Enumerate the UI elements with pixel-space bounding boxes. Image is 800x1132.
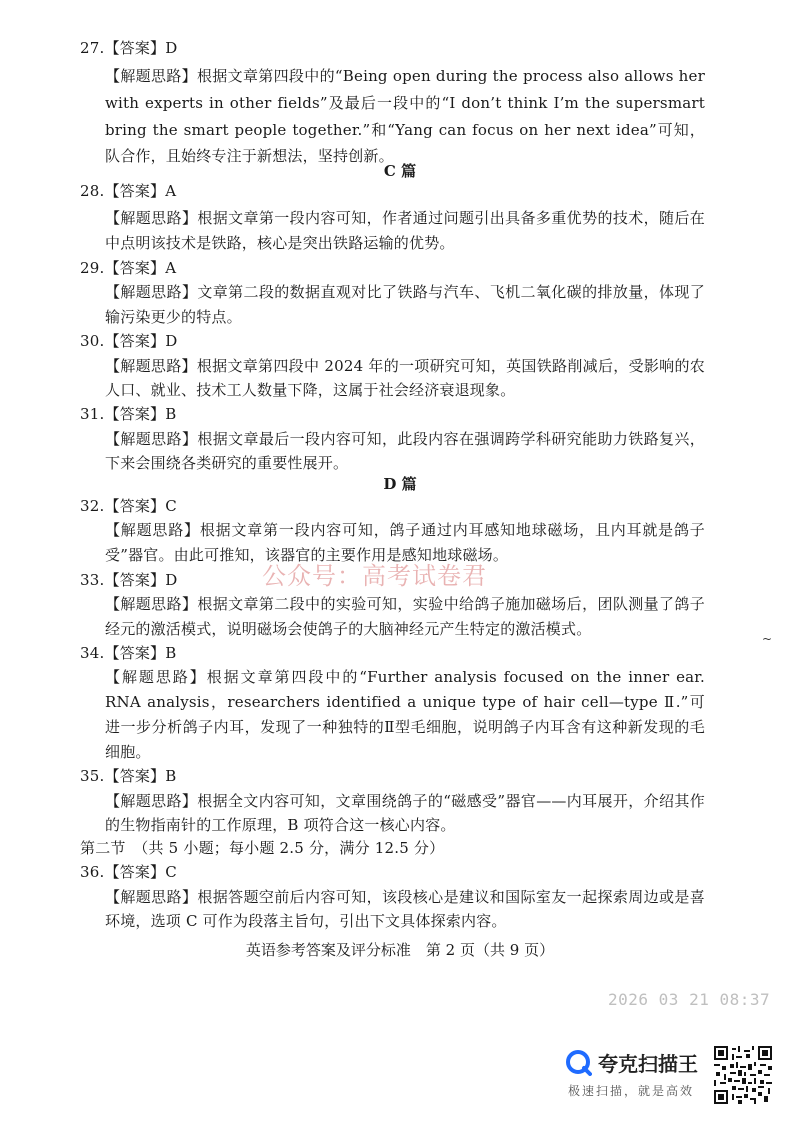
scan-timestamp: 2026 03 21 08:37 [608, 990, 771, 1009]
q33-analysis-line-2: 经元的激活模式，说明磁场会使鸽子的大脑神经元产生特定的激活模式。 [105, 620, 592, 638]
scan-edge-mark: ~ [762, 632, 773, 646]
q32-analysis-line-1: 【解题思路】根据文章第一段内容可知，鸽子通过内耳感知地球磁场，且内耳就是鸽子 [105, 521, 705, 539]
q35-analysis-line-2: 的生物指南针的工作原理，B 项符合这一核心内容。 [105, 816, 456, 834]
q35-answer: 35.【答案】B [80, 767, 177, 785]
q29-answer: 29.【答案】A [80, 259, 177, 277]
q32-analysis-line-2: 受”器官。由此可推知，该器官的主要作用是感知地球磁场。 [105, 546, 509, 564]
q29-analysis-line-2: 输污染更少的特点。 [105, 308, 242, 326]
q34-analysis-line-4: 细胞。 [105, 743, 151, 761]
q33-answer: 33.【答案】D [80, 571, 178, 589]
section-c-heading: C 篇 [383, 162, 417, 180]
q34-analysis-line-2: RNA analysis，researchers identified a unique type of hair cell—type Ⅱ.”可 [105, 693, 705, 711]
q27-analysis-line-2: with experts in other fields”及最后一段中的“I don’t think I’m the supersmart [105, 94, 705, 112]
section-2-heading: 第二节 （共 5 小题；每小题 2.5 分，满分 12.5 分） [80, 839, 445, 857]
brand-slogan: 极速扫描，就是高效 [568, 1084, 695, 1098]
q34-answer: 34.【答案】B [80, 644, 177, 662]
q30-answer: 30.【答案】D [80, 332, 178, 350]
q34-analysis-line-1: 【解题思路】根据文章第四段中的“Further analysis focused on the inner ear. [105, 668, 705, 686]
q28-answer: 28.【答案】A [80, 182, 177, 200]
qr-code-icon [714, 1046, 772, 1104]
q27-analysis-line-4: 队合作，且始终专注于新想法，坚持创新。 [105, 147, 394, 165]
q30-analysis-line-1: 【解题思路】根据文章第四段中 2024 年的一项研究可知，英国铁路削减后，受影响的农 [105, 357, 705, 375]
q27-analysis-line-3: bring the smart people together.”和“Yang can focus on her next idea”可知， [105, 121, 705, 139]
q36-answer: 36.【答案】C [80, 863, 177, 881]
section-d-heading: D 篇 [383, 475, 417, 493]
q31-analysis-line-2: 下来会围绕各类研究的重要性展开。 [105, 454, 349, 472]
q30-analysis-line-2: 人口、就业、技术工人数量下降，这属于社会经济衰退现象。 [105, 381, 516, 399]
q31-analysis-line-1: 【解题思路】根据文章最后一段内容可知，此段内容在强调跨学科研究能助力铁路复兴， [105, 430, 705, 448]
q31-answer: 31.【答案】B [80, 405, 177, 423]
quark-logo-icon [566, 1050, 592, 1076]
q36-analysis-line-2: 环境，选项 C 可作为段落主旨句，引出下文具体探索内容。 [105, 912, 507, 930]
q28-analysis-line-2: 中点明该技术是铁路，核心是突出铁路运输的优势。 [105, 234, 455, 252]
q34-analysis-line-3: 进一步分析鸽子内耳，发现了一种独特的Ⅱ型毛细胞，说明鸽子内耳含有这种新发现的毛 [105, 718, 705, 736]
q29-analysis-line-1: 【解题思路】文章第二段的数据直观对比了铁路与汽车、飞机二氧化碳的排放量，体现了 [105, 283, 705, 301]
q27-answer: 27.【答案】D [80, 39, 178, 57]
q35-analysis-line-1: 【解题思路】根据全文内容可知，文章围绕鸽子的“磁感受”器官——内耳展开，介绍其作 [105, 792, 705, 810]
watermark-text: 公众号：高考试卷君 [262, 562, 487, 590]
brand-name: 夸克扫描王 [598, 1052, 698, 1076]
q33-analysis-line-1: 【解题思路】根据文章第二段中的实验可知，实验中给鸽子施加磁场后，团队测量了鸽子 [105, 595, 705, 613]
q36-analysis-line-1: 【解题思路】根据答题空前后内容可知，该段核心是建议和国际室友一起探索周边或是喜 [105, 888, 705, 906]
q27-analysis-line-1: 【解题思路】根据文章第四段中的“Being open during the process also allows her [105, 67, 705, 85]
q28-analysis-line-1: 【解题思路】根据文章第一段内容可知，作者通过问题引出具备多重优势的技术，随后在 [105, 209, 705, 227]
page-footer: 英语参考答案及评分标准 第 2 页（共 9 页） [245, 941, 555, 959]
scanner-brand [566, 1046, 706, 1106]
q32-answer: 32.【答案】C [80, 497, 177, 515]
